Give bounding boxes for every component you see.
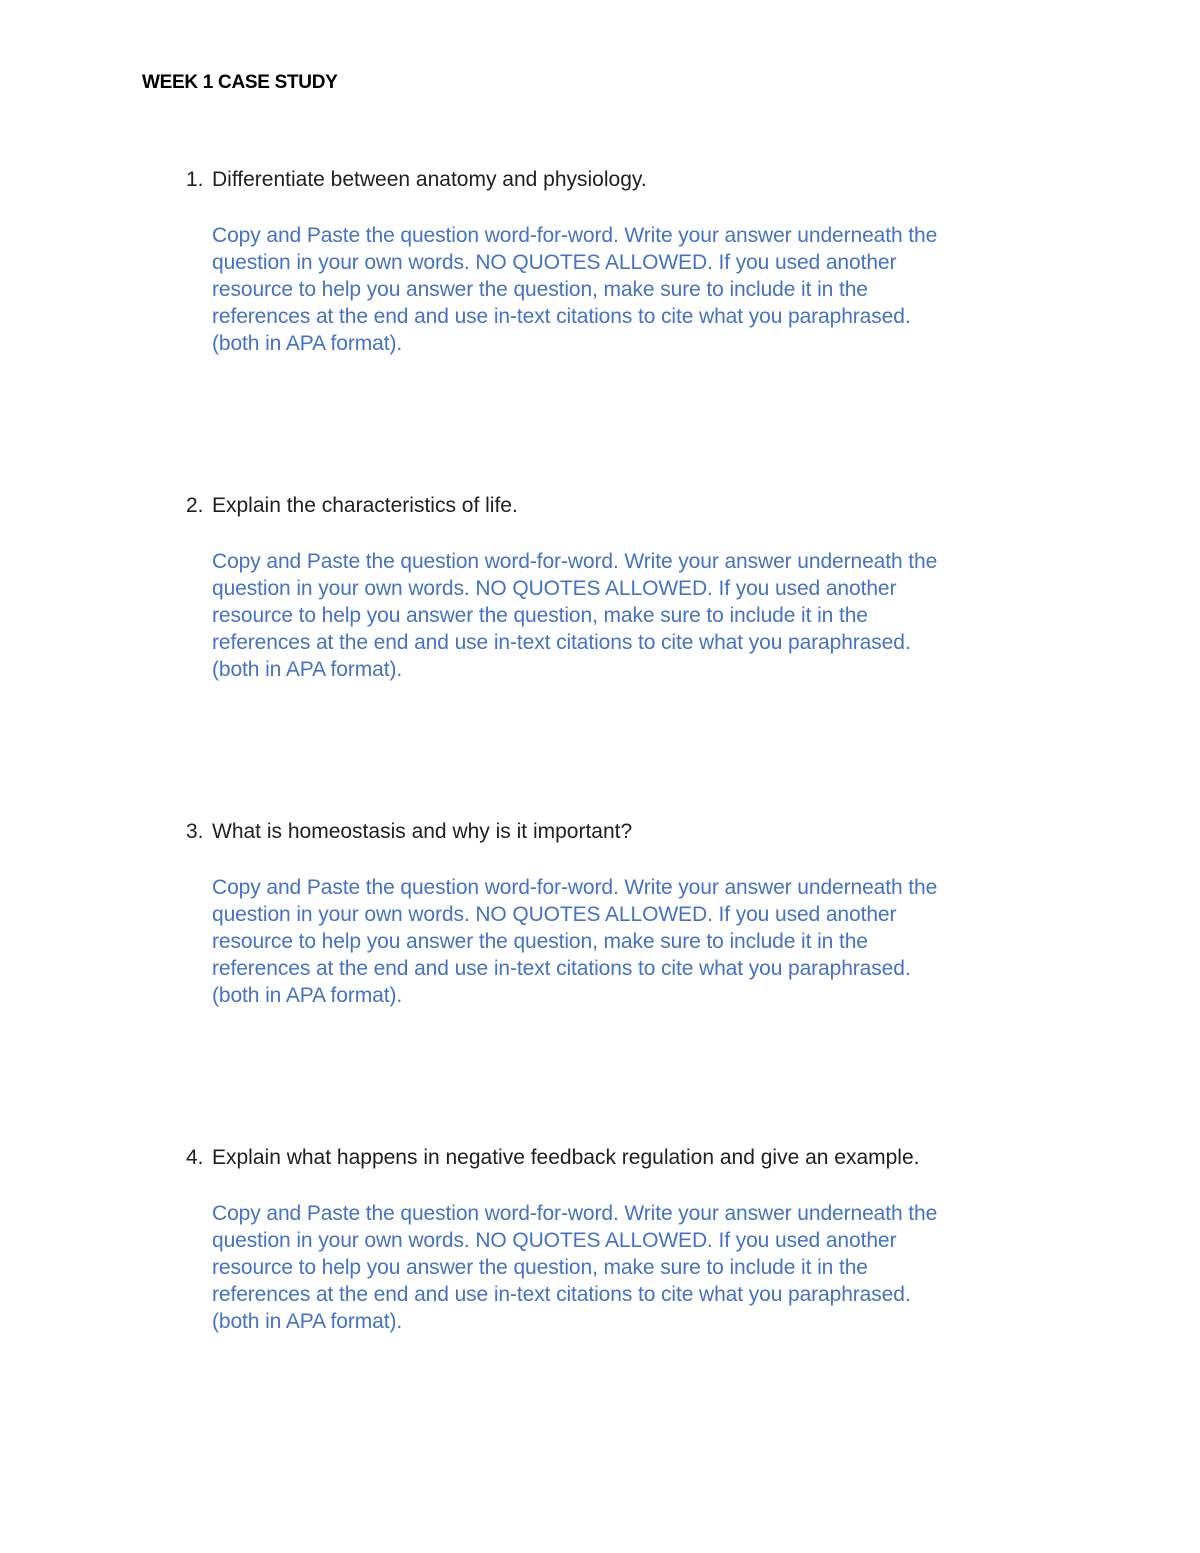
question-number: 2. (186, 494, 204, 517)
instruction-line: (both in APA format). (212, 1310, 403, 1333)
answer-instruction (212, 1200, 1052, 1335)
instruction-line: (both in APA format). (212, 332, 403, 355)
instruction-line: references at the end and use in-text citations to cite what you paraphrased. (212, 631, 911, 654)
question-line (186, 168, 1056, 198)
instruction-line: question in your own words. NO QUOTES ALLOWED. If you used another (212, 903, 897, 926)
instruction-line: (both in APA format). (212, 984, 403, 1007)
instruction-line: Copy and Paste the question word-for-word. Write your answer underneath the (212, 876, 938, 899)
question-3 (186, 820, 1056, 1009)
question-text: Explain what happens in negative feedback regulation and give an example. (212, 1146, 920, 1169)
answer-instruction (212, 548, 1052, 683)
answer-instruction (212, 874, 1052, 1009)
instruction-line: resource to help you answer the question, make sure to include it in the (212, 930, 868, 953)
instruction-line: (both in APA format). (212, 658, 403, 681)
instruction-line: resource to help you answer the question, make sure to include it in the (212, 1256, 868, 1279)
instruction-line: resource to help you answer the question, make sure to include it in the (212, 604, 868, 627)
instruction-line: question in your own words. NO QUOTES ALLOWED. If you used another (212, 251, 897, 274)
instruction-line: resource to help you answer the question, make sure to include it in the (212, 278, 868, 301)
question-4 (186, 1146, 1056, 1335)
instruction-line: Copy and Paste the question word-for-word. Write your answer underneath the (212, 224, 938, 247)
answer-instruction (212, 222, 1052, 357)
question-line (186, 494, 1056, 524)
question-text: What is homeostasis and why is it important? (212, 820, 633, 843)
question-number: 3. (186, 820, 204, 843)
instruction-line: Copy and Paste the question word-for-word. Write your answer underneath the (212, 1202, 938, 1225)
instruction-line: references at the end and use in-text citations to cite what you paraphrased. (212, 957, 911, 980)
document-title: WEEK 1 CASE STUDY (142, 72, 338, 93)
question-text: Explain the characteristics of life. (212, 494, 518, 517)
question-number: 1. (186, 168, 204, 191)
instruction-line: question in your own words. NO QUOTES ALLOWED. If you used another (212, 1229, 897, 1252)
question-line (186, 1146, 1056, 1176)
question-1 (186, 168, 1056, 357)
instruction-line: references at the end and use in-text citations to cite what you paraphrased. (212, 1283, 911, 1306)
instruction-line: references at the end and use in-text citations to cite what you paraphrased. (212, 305, 911, 328)
question-2 (186, 494, 1056, 683)
question-line (186, 820, 1056, 850)
instruction-line: Copy and Paste the question word-for-word. Write your answer underneath the (212, 550, 938, 573)
question-text: Differentiate between anatomy and physiology. (212, 168, 647, 191)
question-number: 4. (186, 1146, 204, 1169)
instruction-line: question in your own words. NO QUOTES ALLOWED. If you used another (212, 577, 897, 600)
